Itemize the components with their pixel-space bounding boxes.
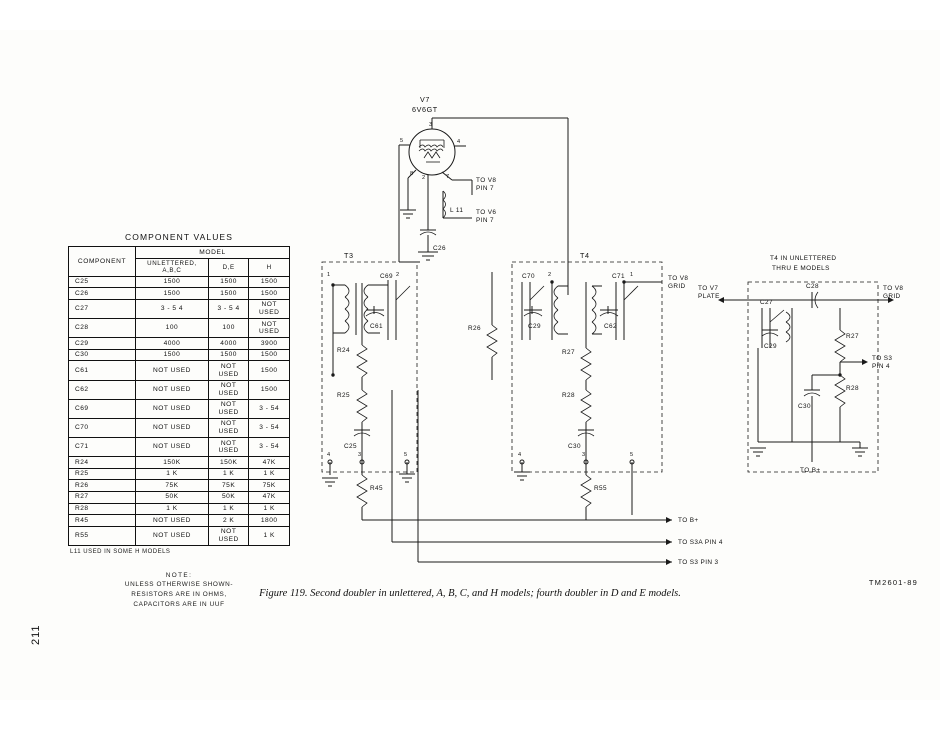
t4-term-5: 5 xyxy=(630,452,634,458)
cell-component: R28 xyxy=(69,503,136,515)
table-row xyxy=(69,380,290,399)
c69-label: C69 xyxy=(380,273,393,280)
table-header-row xyxy=(69,247,290,259)
to-v8-grid-line1: TO V8 xyxy=(668,275,689,282)
c27-label: C27 xyxy=(760,299,773,306)
table-row xyxy=(69,338,290,350)
cell-abc: 4000 xyxy=(136,338,209,350)
table-row xyxy=(69,299,290,318)
table-row xyxy=(69,468,290,480)
tube-pin-7: 7 xyxy=(446,174,450,180)
cell-de: 100 xyxy=(208,319,249,338)
cell-h: 1500 xyxy=(249,349,290,361)
note-label: NOTE: xyxy=(165,571,193,579)
cell-abc: 3 - 5 4 xyxy=(136,299,209,318)
filament-branch xyxy=(400,177,496,260)
cell-h: 3900 xyxy=(249,338,290,350)
cell-abc: NOT USED xyxy=(136,418,209,437)
r27-label: R27 xyxy=(562,349,575,356)
to-b-plus-label: TO B+ xyxy=(678,517,699,524)
cell-h: 1500 xyxy=(249,361,290,380)
c28-label: C28 xyxy=(806,283,819,290)
cell-h: 75K xyxy=(249,480,290,492)
tube-pin-8: 8 xyxy=(410,171,414,177)
table-row xyxy=(69,491,290,503)
cell-de: 75K xyxy=(208,480,249,492)
cell-h: 1500 xyxy=(249,288,290,300)
cell-component: R45 xyxy=(69,515,136,527)
cell-h: 1 K xyxy=(249,468,290,480)
t3-term-5: 5 xyxy=(404,452,408,458)
c62-label: C62 xyxy=(604,323,617,330)
figure-caption: Figure 119. Second doubler in unlettered, A, B, C, and H models; fourth doubler in D and E models. xyxy=(259,588,681,599)
t4-term-2: 2 xyxy=(548,272,552,278)
note-line-1: UNLESS OTHERWISE SHOWN- xyxy=(124,581,234,589)
scan-trim-bottom xyxy=(0,700,940,745)
r26-branch xyxy=(468,272,497,380)
to-v8-pin7-label-line1: TO V8 xyxy=(476,177,497,184)
cell-abc: 1500 xyxy=(136,288,209,300)
cell-abc: 75K xyxy=(136,480,209,492)
cell-de: 150K xyxy=(208,457,249,469)
cell-de: NOT USED xyxy=(208,438,249,457)
t4-rc-network xyxy=(514,340,634,520)
table-row xyxy=(69,319,290,338)
tube-v7 xyxy=(399,95,466,186)
cell-h: 1 K xyxy=(249,503,290,515)
cell-de: 1 K xyxy=(208,468,249,480)
header-model-de: D,E xyxy=(208,258,249,276)
t4-right-network xyxy=(698,283,903,474)
c29-left-label: C29 xyxy=(528,323,541,330)
c61-label: C61 xyxy=(370,323,383,330)
t3-rc-network xyxy=(322,335,415,520)
cell-abc: 1 K xyxy=(136,468,209,480)
cell-component: C25 xyxy=(69,276,136,288)
table-row xyxy=(69,276,290,288)
cell-de: 1500 xyxy=(208,288,249,300)
cell-component: C62 xyxy=(69,380,136,399)
tube-pin-3: 3 xyxy=(429,122,433,128)
cell-de: 1500 xyxy=(208,349,249,361)
c29-right-label: C29 xyxy=(764,343,777,350)
to-v8-grid-right-line2: GRID xyxy=(883,293,901,300)
r27-right-label: R27 xyxy=(846,333,859,340)
c25-label: C25 xyxy=(344,443,357,450)
t3-term-1: 1 xyxy=(327,272,331,278)
t3-term-3: 3 xyxy=(358,452,362,458)
cell-de: NOT USED xyxy=(208,380,249,399)
r28-label: R28 xyxy=(562,392,575,399)
cell-abc: 1500 xyxy=(136,276,209,288)
cell-component: C69 xyxy=(69,399,136,418)
schematic-diagram xyxy=(300,90,920,580)
cell-de: 3 - 5 4 xyxy=(208,299,249,318)
t4-term-3: 3 xyxy=(582,452,586,458)
table-row xyxy=(69,418,290,437)
to-v6-pin7-label-line1: TO V6 xyxy=(476,209,497,216)
to-v8-grid-right-line1: TO V8 xyxy=(883,285,904,292)
cell-component: C61 xyxy=(69,361,136,380)
to-v6-pin7-label-line2: PIN 7 xyxy=(476,217,494,224)
to-s3-pin3-label: TO S3 PIN 3 xyxy=(678,559,719,566)
cell-abc: 150K xyxy=(136,457,209,469)
t4-label: T4 xyxy=(580,251,590,260)
r28-right-label: R28 xyxy=(846,385,859,392)
t4-output xyxy=(624,275,688,290)
cell-h: NOT USED xyxy=(249,319,290,338)
cell-de: NOT USED xyxy=(208,418,249,437)
cell-abc: NOT USED xyxy=(136,515,209,527)
cell-abc: 1500 xyxy=(136,349,209,361)
to-v8-pin7-label-line2: PIN 7 xyxy=(476,185,494,192)
t3-terminals xyxy=(327,272,409,464)
cell-h: 47K xyxy=(249,457,290,469)
note-line-2: RESISTORS ARE IN OHMS, xyxy=(131,591,227,599)
to-s3a-pin4-label: TO S3A PIN 4 xyxy=(678,539,723,546)
grid-lead xyxy=(399,145,420,262)
cell-h: 3 - 54 xyxy=(249,399,290,418)
scan-trim-top xyxy=(0,0,940,30)
t3-term-4: 4 xyxy=(327,452,331,458)
cell-component: C27 xyxy=(69,299,136,318)
to-s3-pin4-line1: TO S3 xyxy=(872,355,893,362)
tube-pin-5: 5 xyxy=(400,138,404,144)
cell-h: 1800 xyxy=(249,515,290,527)
table-row xyxy=(69,288,290,300)
t3-term-2: 2 xyxy=(396,272,400,278)
bottom-buses xyxy=(362,390,723,566)
page-number: 211 xyxy=(30,624,42,645)
cell-h: NOT USED xyxy=(249,299,290,318)
r25-label: R25 xyxy=(337,392,350,399)
tube-type-label: 6V6GT xyxy=(412,105,438,114)
cell-de: 4000 xyxy=(208,338,249,350)
cell-abc: 100 xyxy=(136,319,209,338)
c70-label: C70 xyxy=(522,273,535,280)
header-model-abc: UNLETTERED, A,B,C xyxy=(136,258,209,276)
cell-component: C71 xyxy=(69,438,136,457)
to-v8-grid-line2: GRID xyxy=(668,283,686,290)
component-values-table xyxy=(68,232,290,609)
t4-coils xyxy=(522,272,638,340)
cell-de: 1 K xyxy=(208,503,249,515)
note-line-3: CAPACITORS ARE IN UUF xyxy=(133,600,225,608)
cell-h: 3 - 54 xyxy=(249,418,290,437)
r26-label: R26 xyxy=(468,325,481,332)
c71-label: C71 xyxy=(612,273,625,280)
cell-component: R26 xyxy=(69,480,136,492)
tube-ref-label: V7 xyxy=(420,95,430,104)
c30-mid-label: C30 xyxy=(568,443,581,450)
r45-label: R45 xyxy=(370,485,383,492)
header-model: MODEL xyxy=(136,247,290,259)
t4-term-1: 1 xyxy=(630,272,634,278)
component-values-title: COMPONENT VALUES xyxy=(125,232,233,242)
table-row xyxy=(69,457,290,469)
r24-label: R24 xyxy=(337,347,350,354)
cell-h: 1500 xyxy=(249,276,290,288)
header-component: COMPONENT xyxy=(69,247,136,277)
cell-component: C26 xyxy=(69,288,136,300)
table-row xyxy=(69,361,290,380)
cell-h: 1 K xyxy=(249,526,290,545)
l11-label: L 11 xyxy=(450,207,464,214)
tube-pin-4: 4 xyxy=(457,139,461,145)
cell-component: C29 xyxy=(69,338,136,350)
cell-de: 2 K xyxy=(208,515,249,527)
to-v7-plate-line1: TO V7 xyxy=(698,285,719,292)
cell-abc: NOT USED xyxy=(136,438,209,457)
c30-right-label: C30 xyxy=(798,403,811,410)
cell-abc: 50K xyxy=(136,491,209,503)
cell-component: R24 xyxy=(69,457,136,469)
c26-label: C26 xyxy=(433,245,446,252)
t3-primary xyxy=(331,273,410,377)
table-row xyxy=(69,438,290,457)
cell-component: R55 xyxy=(69,526,136,545)
cell-abc: NOT USED xyxy=(136,361,209,380)
t4-right-label-line2: THRU E MODELS xyxy=(772,265,830,272)
cell-de: 1500 xyxy=(208,276,249,288)
table-row xyxy=(69,526,290,545)
transformer-t3-box xyxy=(322,251,417,472)
cell-de: NOT USED xyxy=(208,361,249,380)
cell-h: 47K xyxy=(249,491,290,503)
cell-h: 3 - 54 xyxy=(249,438,290,457)
table-row xyxy=(69,480,290,492)
r55-label: R55 xyxy=(594,485,607,492)
cell-de: 50K xyxy=(208,491,249,503)
t4-term-4: 4 xyxy=(518,452,522,458)
cell-component: C28 xyxy=(69,319,136,338)
cell-abc: 1 K xyxy=(136,503,209,515)
table-row xyxy=(69,399,290,418)
t3-label: T3 xyxy=(344,251,354,260)
cell-component: C30 xyxy=(69,349,136,361)
cell-abc: NOT USED xyxy=(136,526,209,545)
cell-de: NOT USED xyxy=(208,399,249,418)
cell-de: NOT USED xyxy=(208,526,249,545)
table-row xyxy=(69,515,290,527)
header-model-h: H xyxy=(249,258,290,276)
table-row xyxy=(69,349,290,361)
to-v7-plate-line2: PLATE xyxy=(698,293,720,300)
component-values-footnote: L11 USED IN SOME H MODELS xyxy=(70,548,171,555)
tube-pin-2: 2 xyxy=(422,175,426,181)
to-s3-pin4-line2: PIN 4 xyxy=(872,363,890,370)
cell-h: 1500 xyxy=(249,380,290,399)
table-row xyxy=(69,503,290,515)
t4-right-label-line1: T4 IN UNLETTERED xyxy=(770,255,837,262)
cell-abc: NOT USED xyxy=(136,399,209,418)
component-values-grid xyxy=(68,246,290,546)
cell-abc: NOT USED xyxy=(136,380,209,399)
cell-component: C70 xyxy=(69,418,136,437)
tm-number: TM2601-89 xyxy=(868,578,918,587)
cell-component: R25 xyxy=(69,468,136,480)
cell-component: R27 xyxy=(69,491,136,503)
to-b-plus-right-label: TO B+ xyxy=(800,467,821,474)
